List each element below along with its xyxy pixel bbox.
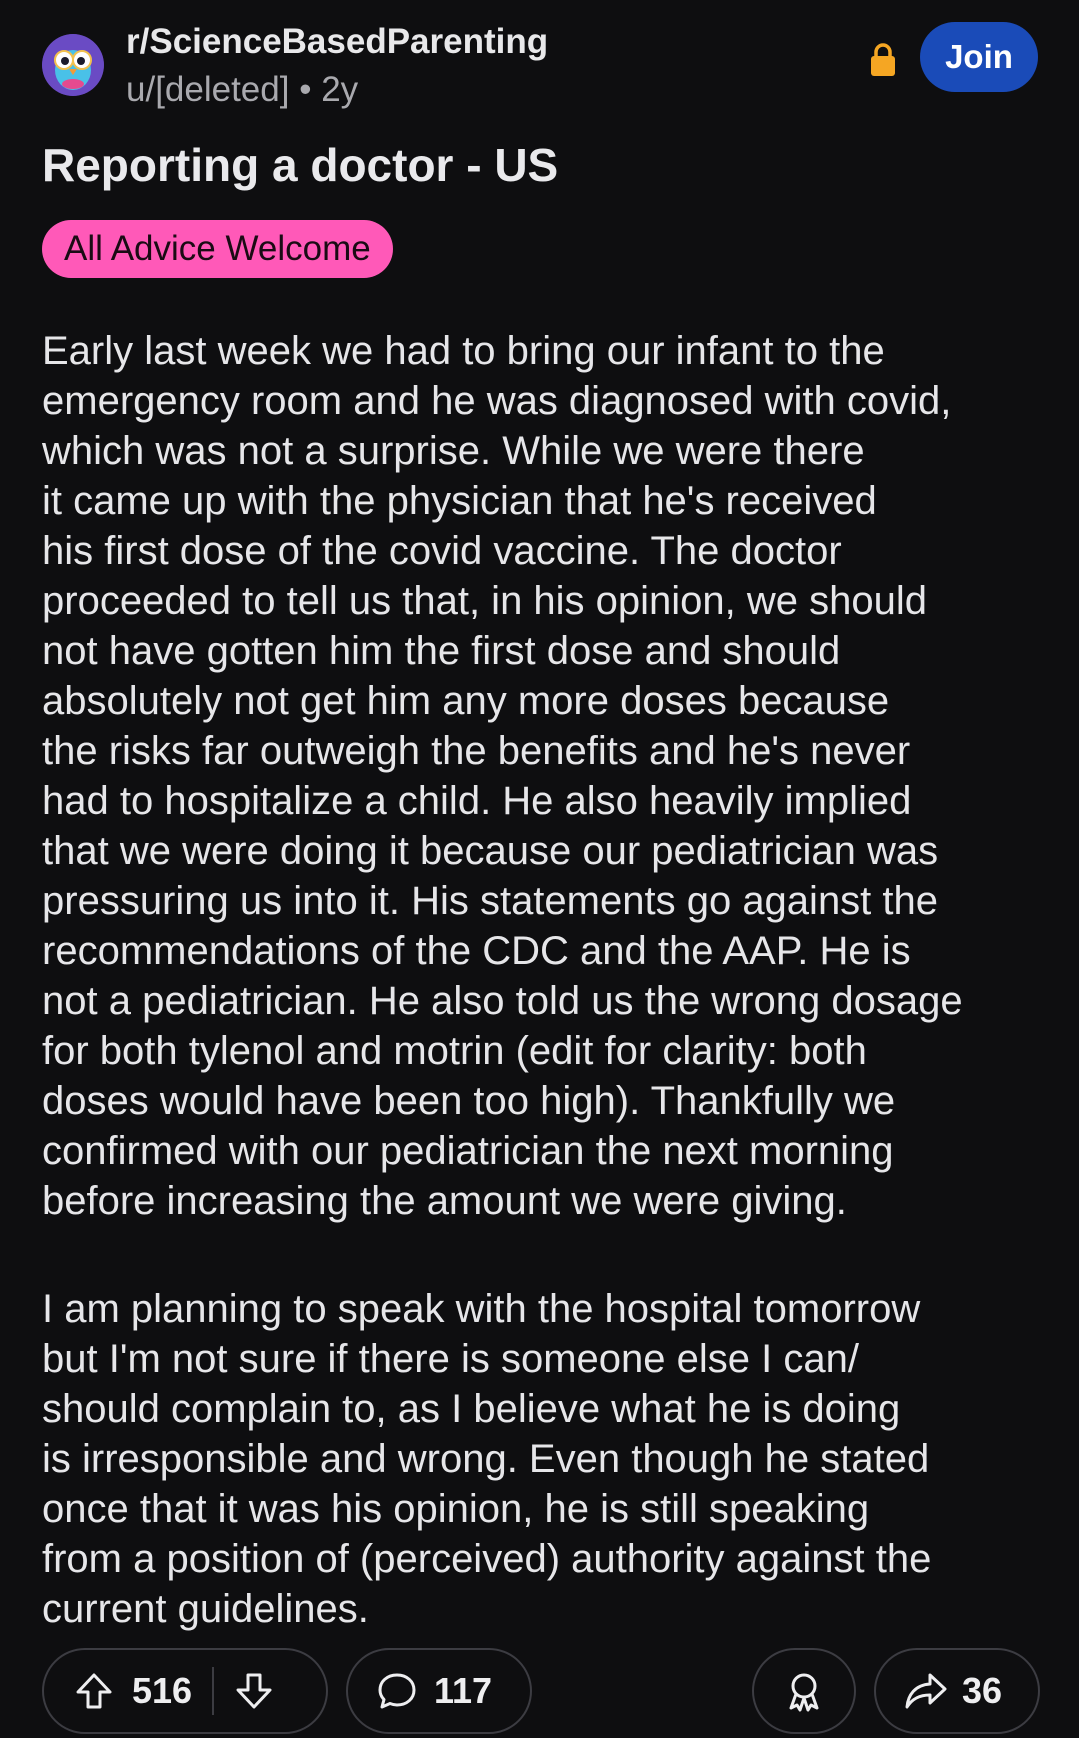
subreddit-name[interactable]: r/ScienceBasedParenting — [126, 22, 549, 61]
share-arrow-icon — [904, 1671, 948, 1711]
post-paragraph: Early last week we had to bring our infant to the emergency room and he was diagnosed with covid, which was not a surprise. While we were there it came up with the physician that he's received his first dose of the covid vaccine. The doctor proceeded to tell us that, in his opinion, we should not have gotten him the first dose and should absolutely not get him any more doses because the risks far outweigh the benefits and he's never had to hospitalize a child. He also heavily implied that we were doing it because our pediatrician was pressuring us into it. His statements go against the recommendations of the CDC and the AAP. He is not a pediatrician. He also told us the wrong dosage for both tylenol and motrin (edit for clarity: both doses would have been too high). Thankfully we confirmed with our pediatrician the next morning before increasing the amount we were giving. — [42, 329, 963, 1223]
award-button[interactable] — [752, 1648, 856, 1734]
comment-bubble-icon — [376, 1670, 418, 1712]
upvote-button[interactable] — [74, 1671, 114, 1711]
downvote-arrow-icon — [234, 1671, 274, 1711]
post-title[interactable]: Reporting a doctor - US — [42, 139, 559, 191]
post-age: 2y — [321, 70, 359, 109]
post-flair[interactable]: All Advice Welcome — [42, 220, 393, 278]
owl-avatar-icon — [42, 34, 104, 96]
post-action-bar — [42, 1648, 1040, 1738]
join-button[interactable]: Join — [920, 22, 1038, 92]
post-body — [42, 326, 1042, 1634]
subreddit-avatar[interactable] — [42, 34, 104, 96]
comment-count: 117 — [434, 1670, 493, 1711]
vote-divider — [212, 1667, 214, 1715]
post-meta — [126, 70, 358, 110]
award-icon — [783, 1670, 825, 1712]
vote-control — [42, 1648, 328, 1734]
post-paragraph: I am planning to speak with the hospital tomorrow but I'm not sure if there is someone else I can/ should complain to, as I believe what he is doing is irresponsible and wrong. Even though he stated once that it was his opinion, he is still speaking from a position of (perceived) authority against the current guidelines. — [42, 1287, 932, 1631]
post-header — [42, 22, 1040, 109]
downvote-button[interactable] — [234, 1671, 274, 1711]
lock-icon — [868, 42, 898, 78]
comments-button[interactable] — [346, 1648, 532, 1734]
meta-separator: • — [299, 70, 312, 109]
share-button[interactable] — [874, 1648, 1040, 1734]
upvote-arrow-icon — [74, 1671, 114, 1711]
share-count: 36 — [962, 1670, 1003, 1711]
author-name[interactable]: u/[deleted] — [126, 70, 290, 109]
upvote-count: 516 — [132, 1670, 193, 1711]
